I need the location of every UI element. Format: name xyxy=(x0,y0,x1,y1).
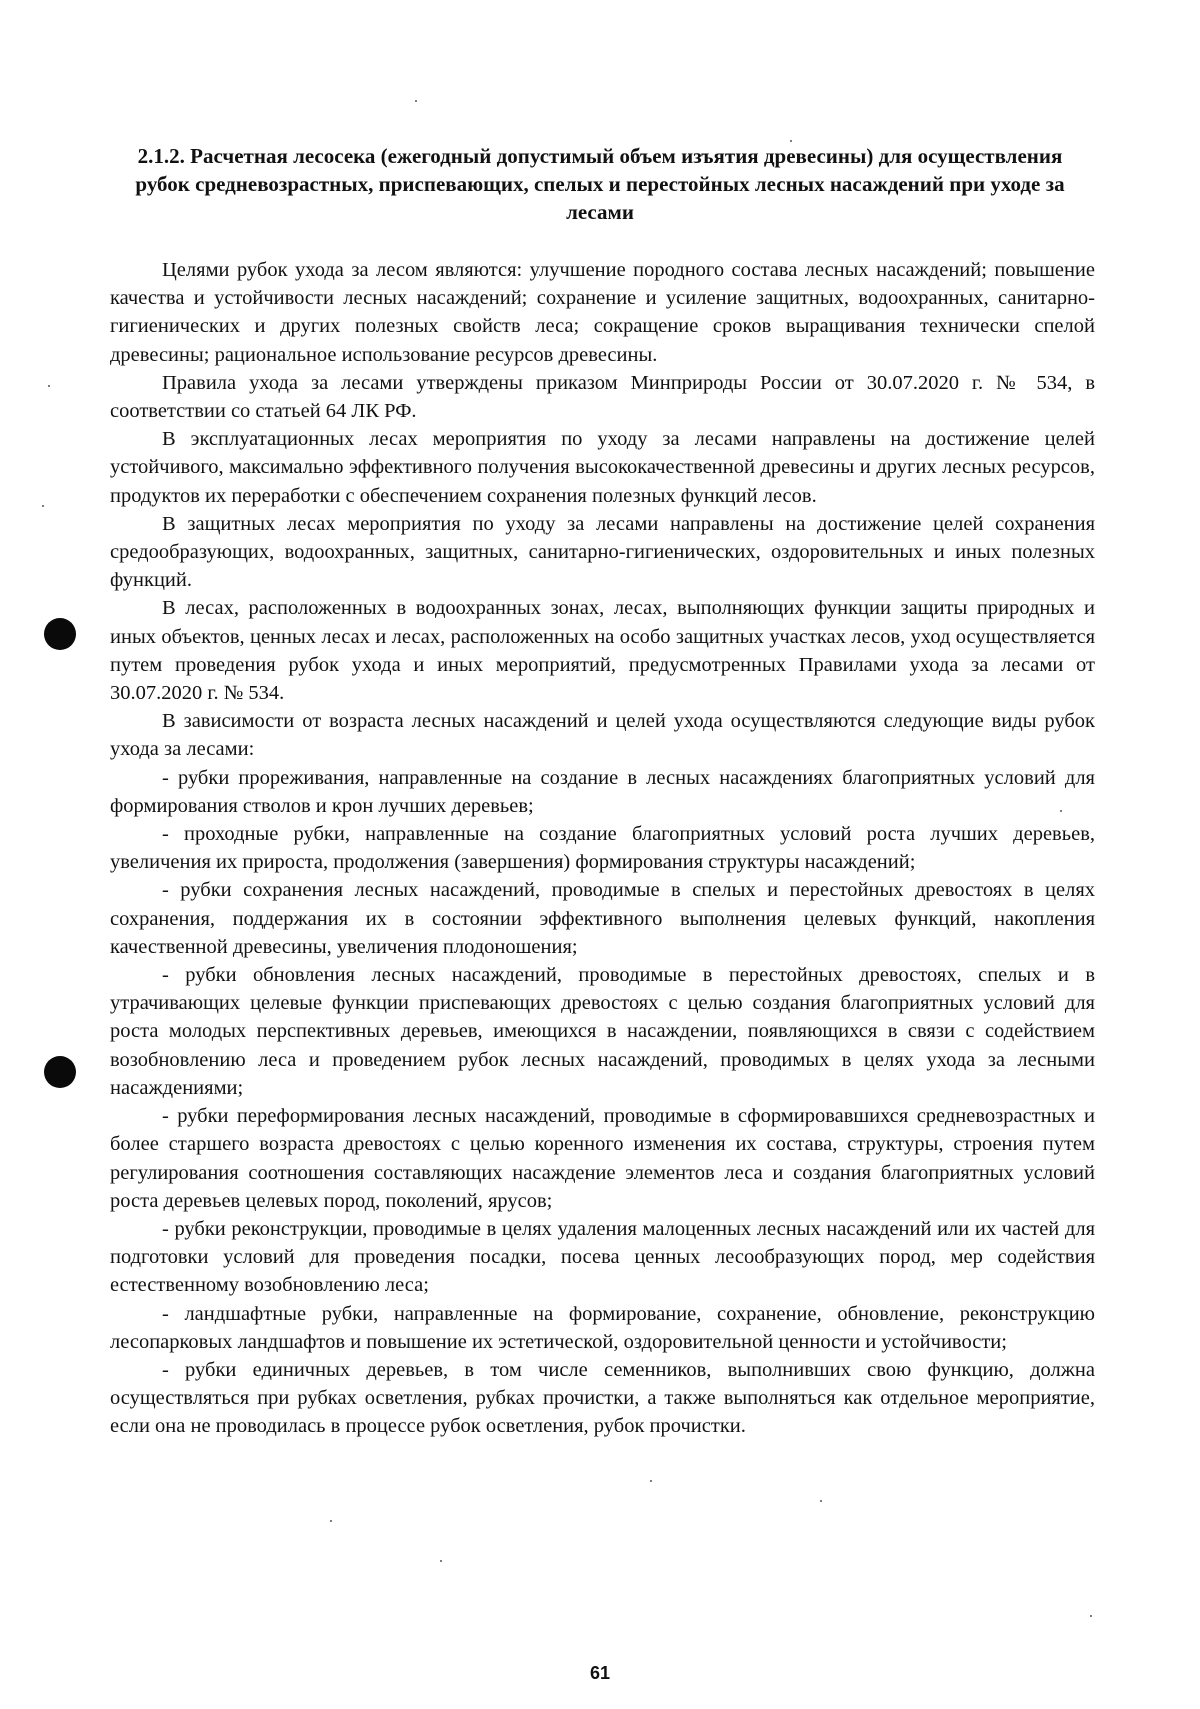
paragraph-goals: Целями рубок ухода за лесом являются: улучшение породного состава лесных насаждений; повышение качества и устойчивости лесных насаждений; сохранение и усиление защитных, водоохранных, санитарно-гигиенических и других полезных свойств леса; сокращение сроков выращивания технически спелой древесины; рациональное использование ресурсов древесины. xyxy=(110,259,1095,366)
scan-speck xyxy=(48,385,50,387)
scan-speck xyxy=(1090,1615,1092,1617)
list-item-preservation-cutting: - рубки сохранения лесных насаждений, проводимые в спелых и перестойных древостоях в целях сохранения, поддержания их в состоянии эффективного выполнения целевых функций, накопления качественной древесины, увеличения плодоношения; xyxy=(110,879,1095,958)
scan-speck xyxy=(415,100,417,102)
scan-speck xyxy=(820,1500,822,1502)
paragraph-rules: Правила ухода за лесами утверждены приказом Минприроды России от 30.07.2020 г. № 534, в соответствии со статьей 64 ЛК РФ. xyxy=(110,371,1095,423)
list-item-single-tree-cutting: - рубки единичных деревьев, в том числе семенников, выполнивших свою функцию, должна осуществляться при рубках осветления, рубках прочистки, а также выполняться как отдельное мероприятие, если она не проводилась в процессе рубок осветления, рубок прочистки. xyxy=(110,1358,1095,1438)
scan-speck xyxy=(650,1480,652,1482)
scan-speck xyxy=(42,505,44,507)
punch-hole xyxy=(44,1056,76,1088)
scan-speck xyxy=(440,1560,442,1562)
list-item-reformation-cutting: - рубки переформирования лесных насаждений, проводимые в сформировавшихся средневозрастных и более старшего возраста древостоях с целью коренного изменения их состава, структуры, строения путем регулирования соотношения составляющих насаждение элементов леса и создания благоприятных условий роста деревьев целевых пород, поколений, ярусов; xyxy=(110,1105,1095,1212)
paragraph-types-intro: В зависимости от возраста лесных насаждений и целей ухода осуществляются следующие виды рубок ухода за лесами: xyxy=(110,710,1095,761)
scan-speck xyxy=(330,1520,332,1522)
section-heading: 2.1.2. Расчетная лесосека (ежегодный допустимый объем изъятия древесины) для осуществления рубок средневозрастных, приспевающих, спелых и перестойных лесных насаждений при уходе за лесами xyxy=(135,144,1065,224)
list-item-passage-cutting: - проходные рубки, направленные на создание благоприятных условий роста лучших деревьев, увеличения их прироста, продолжения (завершения) формирования структуры насаждений; xyxy=(110,823,1095,874)
paragraph-exploitation-forests: В эксплуатационных лесах мероприятия по уходу за лесами направлены на достижение целей устойчивого, максимально эффективного получения высококачественной древесины и других лесных ресурсов, продуктов их переработки с обеспечением сохранения полезных функций лесов. xyxy=(110,428,1095,507)
list-item-thinning: - рубки прореживания, направленные на создание в лесных насаждениях благоприятных условий для формирования стволов и крон лучших деревьев; xyxy=(110,766,1095,817)
list-item-reconstruction-cutting: - рубки реконструкции, проводимые в целях удаления малоценных лесных насаждений или их частей для подготовки условий для проведения посадки, посева ценных лесообразующих пород, мер содействия естественному возобновлению леса; xyxy=(110,1217,1095,1297)
list-item-landscape-cutting: - ландшафтные рубки, направленные на формирование, сохранение, обновление, реконструкцию лесопарковых ландшафтов и повышение их эстетической, оздоровительной ценности и устойчивости; xyxy=(110,1302,1095,1353)
page-number: 61 xyxy=(589,1663,611,1683)
scan-speck xyxy=(790,140,792,142)
scan-speck xyxy=(1060,810,1062,812)
list-item-renewal-cutting: - рубки обновления лесных насаждений, проводимые в перестойных древостоях, спелых и в утрачивающих целевые функции приспевающих древостоях с целью создания благоприятных условий для роста молодых перспективных деревьев, имеющихся в насаждении, появляющихся в связи с содействием возобновлению леса и проведением рубок лесных насаждений, проводимых в целях ухода за лесными насаждениями; xyxy=(110,964,1095,1099)
paragraph-protective-forests: В защитных лесах мероприятия по уходу за лесами направлены на достижение целей сохранения средообразующих, водоохранных, защитных, санитарно-гигиенических, оздоровительных и иных полезных функций. xyxy=(110,512,1095,592)
punch-hole xyxy=(44,618,76,650)
paragraph-water-protection-zones: В лесах, расположенных в водоохранных зонах, лесах, выполняющих функции защиты природных и иных объектов, ценных лесах и лесах, расположенных на особо защитных участках лесов, уход осуществляется путем проведения рубок ухода и иных мероприятий, предусмотренных Правилами ухода за лесами от 30.07.2020 г. № 534. xyxy=(110,597,1095,705)
body-text xyxy=(110,256,1095,1441)
